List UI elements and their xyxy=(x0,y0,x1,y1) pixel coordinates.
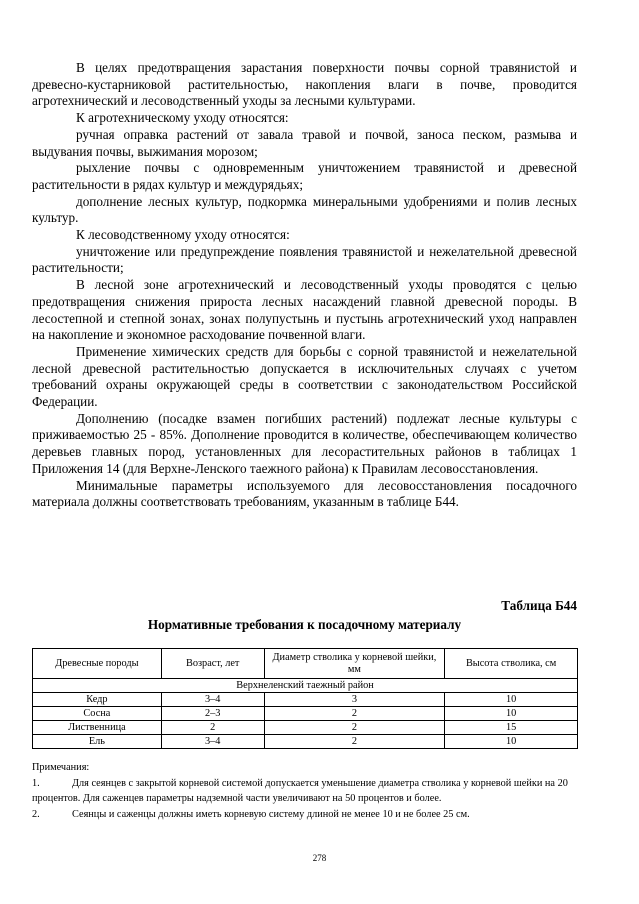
table-row xyxy=(33,707,578,721)
paragraph: дополнение лесных культур, подкормка минеральными удобрениями и полив лесных культур. xyxy=(32,193,577,226)
notes-heading: Примечания: xyxy=(32,762,90,773)
table-cell: 2 xyxy=(264,735,445,749)
table-header-row xyxy=(33,649,578,679)
paragraph: Применение химических средств для борьбы с сорной травянистой и нежелательной лесной древесной растительностью допускается в исключительных случаях с учетом требований охраны окружающей среды в соответствии с законодательством Российской Федерации. xyxy=(32,343,577,410)
paragraph: Минимальные параметры используемого для лесовосстановления посадочного материала должны соответствовать требованиям, указанным в таблице Б44. xyxy=(32,477,577,510)
table-cell: 2 xyxy=(161,721,264,735)
note-item xyxy=(32,807,582,823)
paragraph: В лесной зоне агротехнический и лесоводственный уходы проводятся с целью предотвращения снижения прироста лесных насаждений главной древесной породы. В лесостепной и степной зонах, зонах полупустынь и пустынь агротехнический уход направлен на накопление и экономное расходование почвенной влаги. xyxy=(32,277,577,343)
paragraph: К лесоводственному уходу относятся: xyxy=(76,227,290,243)
table-notes xyxy=(32,760,582,822)
column-header: Древесные породы xyxy=(33,649,162,679)
column-header: Диаметр стволика у корневой шейки, мм xyxy=(264,649,445,679)
table-cell: 3–4 xyxy=(161,693,264,707)
region-row xyxy=(33,679,578,693)
page-number: 278 xyxy=(312,853,327,863)
paragraph: Дополнению (посадке взамен погибших растений) подлежат лесные культуры с приживаемостью 25 - 85%. Дополнение проводится в количестве, обеспечивающем количество деревьев главных пород, установленных для лесорастительных районов в таблицах 1 Приложения 14 (для Верхне-Ленского таежного района) к Правилам лесовосстановления. xyxy=(32,410,577,476)
table-cell: Сосна xyxy=(33,707,162,721)
table-cell: Ель xyxy=(33,735,162,749)
table-cell: 2–3 xyxy=(161,707,264,721)
note-item xyxy=(32,776,582,807)
table-row xyxy=(33,693,578,707)
table-cell: Лиственница xyxy=(33,721,162,735)
table-cell: 10 xyxy=(445,693,578,707)
body-text xyxy=(32,60,577,511)
paragraph: К агротехническому уходу относятся: xyxy=(76,110,289,126)
table-cell: 10 xyxy=(445,707,578,721)
paragraph: ручная оправка растений от завала травой и почвой, заноса песком, размыва и выдувания почвы, выжимания морозом; xyxy=(32,126,577,159)
region-cell: Верхнеленский таежный район xyxy=(33,679,578,693)
table-row xyxy=(33,735,578,749)
paragraph: В целях предотвращения зарастания поверхности почвы сорной травянистой и древесно-кустарниковой растительностью, накопления влаги в почве, проводится агротехнический и лесоводственный уходы за лесными культурами. xyxy=(32,60,577,109)
note-text: Сеянцы и саженцы должны иметь корневую систему длиной не менее 10 и не более 25 см. xyxy=(72,808,470,820)
table-cell: 3–4 xyxy=(161,735,264,749)
column-header: Возраст, лет xyxy=(161,649,264,679)
table-cell: Кедр xyxy=(33,693,162,707)
column-header: Высота стволика, см xyxy=(445,649,578,679)
note-text: Для сеянцев с закрытой корневой системой допускается уменьшение диаметра стволика у корневой шейки на 20 процентов. Для саженцев параметры надземной части увеличивают на 50 процентов и более. xyxy=(32,777,568,804)
planting-material-table xyxy=(32,648,578,749)
table-row xyxy=(33,721,578,735)
table-cell: 2 xyxy=(264,721,445,735)
table-cell: 3 xyxy=(264,693,445,707)
note-number: 2. xyxy=(32,808,40,820)
table-label: Таблица Б44 xyxy=(501,598,577,613)
paragraph: рыхление почвы с одновременным уничтожением травянистой и древесной растительности в рядах культур и междурядьях; xyxy=(32,160,577,192)
table-cell: 10 xyxy=(445,735,578,749)
paragraph: уничтожение или предупреждение появления травянистой и нежелательной древесной растительности; xyxy=(32,243,577,276)
table-title: Нормативные требования к посадочному материалу xyxy=(147,617,462,632)
table-cell: 15 xyxy=(445,721,578,735)
table-cell: 2 xyxy=(264,707,445,721)
note-number: 1. xyxy=(32,777,40,789)
